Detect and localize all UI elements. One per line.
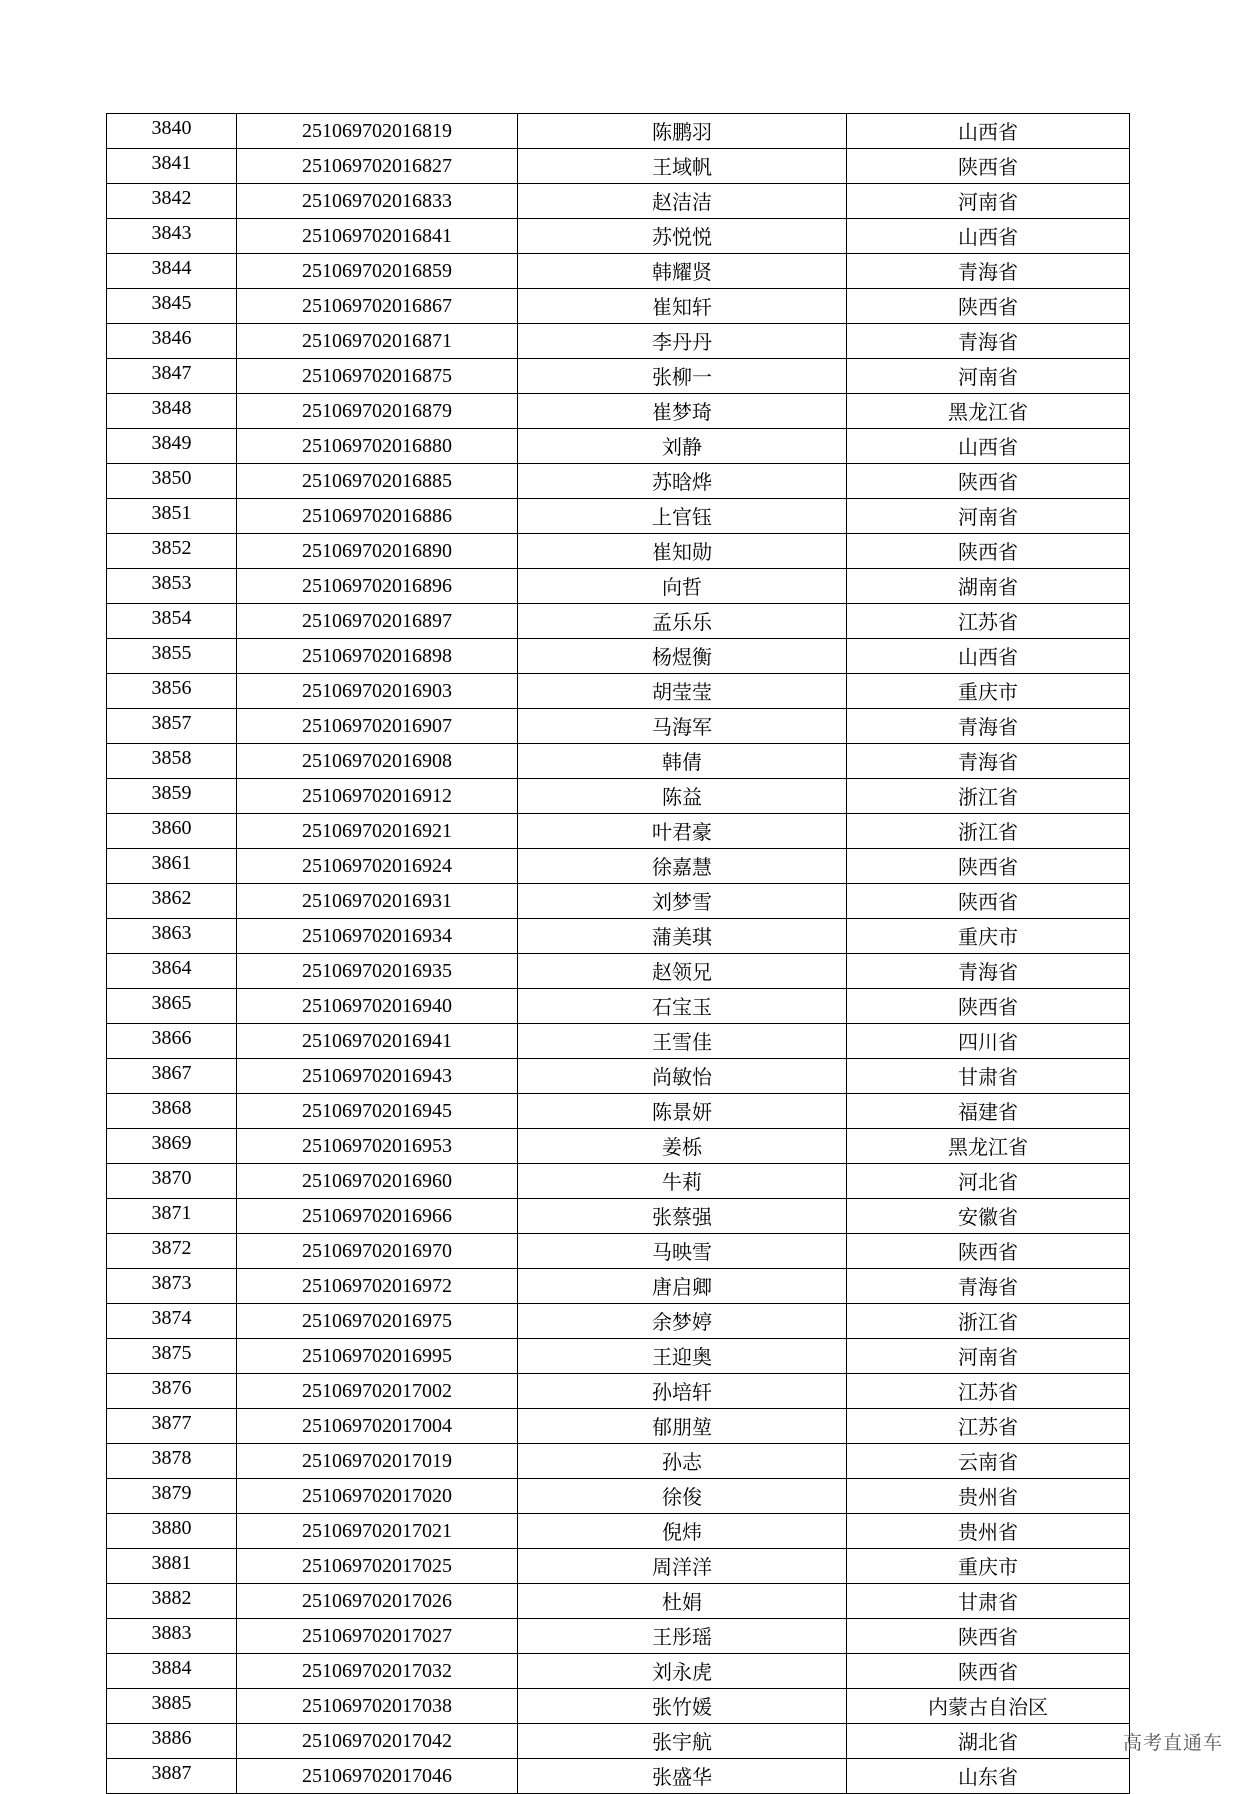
table-body — [107, 114, 1130, 1794]
student-name-cell: 马海军 — [518, 709, 847, 744]
student-name-cell: 孙培轩 — [518, 1374, 847, 1409]
row-number-cell: 3884 — [107, 1654, 237, 1689]
province-cell: 山东省 — [847, 1759, 1130, 1794]
province-cell: 陕西省 — [847, 989, 1130, 1024]
candidate-id-cell: 251069702016885 — [237, 464, 518, 499]
row-number-cell: 3878 — [107, 1444, 237, 1479]
row-number-cell: 3841 — [107, 149, 237, 184]
table-row — [107, 499, 1130, 534]
student-name-cell: 尚敏怡 — [518, 1059, 847, 1094]
student-name-cell: 赵洁洁 — [518, 184, 847, 219]
student-name-cell: 郁朋堃 — [518, 1409, 847, 1444]
row-number-cell: 3883 — [107, 1619, 237, 1654]
province-cell: 四川省 — [847, 1024, 1130, 1059]
row-number-cell: 3874 — [107, 1304, 237, 1339]
province-cell: 湖南省 — [847, 569, 1130, 604]
province-cell: 河北省 — [847, 1164, 1130, 1199]
province-cell: 陕西省 — [847, 464, 1130, 499]
candidate-id-cell: 251069702016871 — [237, 324, 518, 359]
candidate-id-cell: 251069702017019 — [237, 1444, 518, 1479]
row-number-cell: 3867 — [107, 1059, 237, 1094]
table-row — [107, 1059, 1130, 1094]
table-row — [107, 1584, 1130, 1619]
student-name-cell: 陈鹏羽 — [518, 114, 847, 149]
province-cell: 重庆市 — [847, 1549, 1130, 1584]
candidate-id-cell: 251069702017026 — [237, 1584, 518, 1619]
row-number-cell: 3860 — [107, 814, 237, 849]
province-cell: 云南省 — [847, 1444, 1130, 1479]
student-name-cell: 崔知轩 — [518, 289, 847, 324]
candidate-id-cell: 251069702016890 — [237, 534, 518, 569]
table-row — [107, 1129, 1130, 1164]
province-cell: 黑龙江省 — [847, 1129, 1130, 1164]
table-row — [107, 569, 1130, 604]
row-number-cell: 3862 — [107, 884, 237, 919]
province-cell: 福建省 — [847, 1094, 1130, 1129]
row-number-cell: 3843 — [107, 219, 237, 254]
student-name-cell: 陈益 — [518, 779, 847, 814]
table-row — [107, 289, 1130, 324]
table-row — [107, 1199, 1130, 1234]
province-cell: 青海省 — [847, 324, 1130, 359]
candidate-id-cell: 251069702016931 — [237, 884, 518, 919]
table-row — [107, 1549, 1130, 1584]
table-row — [107, 324, 1130, 359]
province-cell: 湖北省 — [847, 1724, 1130, 1759]
table-row — [107, 674, 1130, 709]
row-number-cell: 3881 — [107, 1549, 237, 1584]
province-cell: 陕西省 — [847, 534, 1130, 569]
table-row — [107, 429, 1130, 464]
student-name-cell: 倪炜 — [518, 1514, 847, 1549]
table-row — [107, 639, 1130, 674]
row-number-cell: 3886 — [107, 1724, 237, 1759]
candidate-id-cell: 251069702016975 — [237, 1304, 518, 1339]
candidate-id-cell: 251069702016859 — [237, 254, 518, 289]
candidate-id-cell: 251069702016934 — [237, 919, 518, 954]
row-number-cell: 3868 — [107, 1094, 237, 1129]
student-name-cell: 蒲美琪 — [518, 919, 847, 954]
row-number-cell: 3876 — [107, 1374, 237, 1409]
province-cell: 山西省 — [847, 114, 1130, 149]
table-row — [107, 1234, 1130, 1269]
student-name-cell: 孙志 — [518, 1444, 847, 1479]
student-name-cell: 苏晗烨 — [518, 464, 847, 499]
province-cell: 江苏省 — [847, 604, 1130, 639]
province-cell: 山西省 — [847, 429, 1130, 464]
student-name-cell: 牛莉 — [518, 1164, 847, 1199]
student-name-cell: 余梦婷 — [518, 1304, 847, 1339]
row-number-cell: 3861 — [107, 849, 237, 884]
province-cell: 重庆市 — [847, 919, 1130, 954]
student-name-cell: 叶君豪 — [518, 814, 847, 849]
table-row — [107, 1094, 1130, 1129]
candidate-id-cell: 251069702016995 — [237, 1339, 518, 1374]
province-cell: 安徽省 — [847, 1199, 1130, 1234]
province-cell: 内蒙古自治区 — [847, 1689, 1130, 1724]
student-name-cell: 王彤瑶 — [518, 1619, 847, 1654]
province-cell: 河南省 — [847, 359, 1130, 394]
table-row — [107, 1724, 1130, 1759]
student-name-cell: 崔知勋 — [518, 534, 847, 569]
table-row — [107, 989, 1130, 1024]
province-cell: 陕西省 — [847, 884, 1130, 919]
province-cell: 青海省 — [847, 254, 1130, 289]
student-name-cell: 李丹丹 — [518, 324, 847, 359]
student-name-cell: 向哲 — [518, 569, 847, 604]
row-number-cell: 3847 — [107, 359, 237, 394]
row-number-cell: 3844 — [107, 254, 237, 289]
table-row — [107, 1654, 1130, 1689]
student-name-cell: 崔梦琦 — [518, 394, 847, 429]
table-row — [107, 114, 1130, 149]
row-number-cell: 3848 — [107, 394, 237, 429]
student-name-cell: 苏悦悦 — [518, 219, 847, 254]
candidate-id-cell: 251069702016867 — [237, 289, 518, 324]
student-name-cell: 胡莹莹 — [518, 674, 847, 709]
province-cell: 江苏省 — [847, 1374, 1130, 1409]
row-number-cell: 3840 — [107, 114, 237, 149]
table-row — [107, 184, 1130, 219]
candidate-id-cell: 251069702016912 — [237, 779, 518, 814]
row-number-cell: 3854 — [107, 604, 237, 639]
row-number-cell: 3855 — [107, 639, 237, 674]
province-cell: 陕西省 — [847, 1619, 1130, 1654]
province-cell: 陕西省 — [847, 149, 1130, 184]
row-number-cell: 3866 — [107, 1024, 237, 1059]
student-name-cell: 张盛华 — [518, 1759, 847, 1794]
table-row — [107, 814, 1130, 849]
candidate-id-cell: 251069702017032 — [237, 1654, 518, 1689]
province-cell: 青海省 — [847, 709, 1130, 744]
province-cell: 浙江省 — [847, 814, 1130, 849]
candidate-id-cell: 251069702016970 — [237, 1234, 518, 1269]
candidate-id-cell: 251069702016966 — [237, 1199, 518, 1234]
province-cell: 甘肃省 — [847, 1584, 1130, 1619]
province-cell: 山西省 — [847, 639, 1130, 674]
student-name-cell: 周洋洋 — [518, 1549, 847, 1584]
candidate-id-cell: 251069702017002 — [237, 1374, 518, 1409]
province-cell: 黑龙江省 — [847, 394, 1130, 429]
candidate-id-cell: 251069702017042 — [237, 1724, 518, 1759]
province-cell: 陕西省 — [847, 1234, 1130, 1269]
province-cell: 河南省 — [847, 184, 1130, 219]
province-cell: 青海省 — [847, 954, 1130, 989]
table-row — [107, 219, 1130, 254]
student-name-cell: 陈景妍 — [518, 1094, 847, 1129]
candidate-id-cell: 251069702016819 — [237, 114, 518, 149]
row-number-cell: 3863 — [107, 919, 237, 954]
row-number-cell: 3875 — [107, 1339, 237, 1374]
candidate-id-cell: 251069702016907 — [237, 709, 518, 744]
province-cell: 浙江省 — [847, 1304, 1130, 1339]
student-name-cell: 姜栎 — [518, 1129, 847, 1164]
province-cell: 陕西省 — [847, 1654, 1130, 1689]
table-row — [107, 1304, 1130, 1339]
candidate-id-cell: 251069702016886 — [237, 499, 518, 534]
table-row — [107, 1409, 1130, 1444]
candidate-id-cell: 251069702016875 — [237, 359, 518, 394]
row-number-cell: 3872 — [107, 1234, 237, 1269]
candidate-id-cell: 251069702017038 — [237, 1689, 518, 1724]
row-number-cell: 3845 — [107, 289, 237, 324]
candidate-id-cell: 251069702017021 — [237, 1514, 518, 1549]
student-name-cell: 张柳一 — [518, 359, 847, 394]
candidate-id-cell: 251069702016827 — [237, 149, 518, 184]
student-name-cell: 徐嘉慧 — [518, 849, 847, 884]
candidate-id-cell: 251069702016921 — [237, 814, 518, 849]
table-row — [107, 1164, 1130, 1199]
candidate-id-cell: 251069702017027 — [237, 1619, 518, 1654]
province-cell: 河南省 — [847, 499, 1130, 534]
table-row — [107, 779, 1130, 814]
province-cell: 重庆市 — [847, 674, 1130, 709]
table-row — [107, 1374, 1130, 1409]
province-cell: 甘肃省 — [847, 1059, 1130, 1094]
table-row — [107, 254, 1130, 289]
table-row — [107, 604, 1130, 639]
student-name-cell: 石宝玉 — [518, 989, 847, 1024]
student-name-cell: 杜娟 — [518, 1584, 847, 1619]
row-number-cell: 3882 — [107, 1584, 237, 1619]
candidate-id-cell: 251069702016841 — [237, 219, 518, 254]
student-name-cell: 刘永虎 — [518, 1654, 847, 1689]
student-name-cell: 孟乐乐 — [518, 604, 847, 639]
candidate-id-cell: 251069702016898 — [237, 639, 518, 674]
table-row — [107, 1514, 1130, 1549]
student-name-cell: 徐俊 — [518, 1479, 847, 1514]
table-row — [107, 1339, 1130, 1374]
table-row — [107, 919, 1130, 954]
row-number-cell: 3846 — [107, 324, 237, 359]
table-row — [107, 709, 1130, 744]
table-row — [107, 464, 1130, 499]
student-name-cell: 王迎奥 — [518, 1339, 847, 1374]
row-number-cell: 3850 — [107, 464, 237, 499]
candidate-id-cell: 251069702016879 — [237, 394, 518, 429]
student-name-cell: 刘静 — [518, 429, 847, 464]
table-row — [107, 1759, 1130, 1794]
row-number-cell: 3887 — [107, 1759, 237, 1794]
row-number-cell: 3853 — [107, 569, 237, 604]
candidate-id-cell: 251069702016833 — [237, 184, 518, 219]
student-name-cell: 张竹媛 — [518, 1689, 847, 1724]
row-number-cell: 3873 — [107, 1269, 237, 1304]
student-name-cell: 韩耀贤 — [518, 254, 847, 289]
student-name-cell: 刘梦雪 — [518, 884, 847, 919]
student-name-cell: 杨煜衡 — [518, 639, 847, 674]
candidate-id-cell: 251069702016940 — [237, 989, 518, 1024]
province-cell: 山西省 — [847, 219, 1130, 254]
row-number-cell: 3869 — [107, 1129, 237, 1164]
table-row — [107, 954, 1130, 989]
student-name-cell: 张宇航 — [518, 1724, 847, 1759]
candidate-id-cell: 251069702017004 — [237, 1409, 518, 1444]
row-number-cell: 3880 — [107, 1514, 237, 1549]
student-name-cell: 王域帆 — [518, 149, 847, 184]
candidate-id-cell: 251069702016941 — [237, 1024, 518, 1059]
student-name-cell: 韩倩 — [518, 744, 847, 779]
candidate-id-cell: 251069702016953 — [237, 1129, 518, 1164]
row-number-cell: 3865 — [107, 989, 237, 1024]
province-cell: 浙江省 — [847, 779, 1130, 814]
row-number-cell: 3870 — [107, 1164, 237, 1199]
candidate-id-cell: 251069702016880 — [237, 429, 518, 464]
province-cell: 河南省 — [847, 1339, 1130, 1374]
student-name-cell: 马映雪 — [518, 1234, 847, 1269]
table-row — [107, 1689, 1130, 1724]
watermark-text: 高考直通车 — [1122, 1732, 1223, 1754]
student-name-cell: 赵领兄 — [518, 954, 847, 989]
candidate-id-cell: 251069702016972 — [237, 1269, 518, 1304]
table-row — [107, 884, 1130, 919]
province-cell: 贵州省 — [847, 1514, 1130, 1549]
row-number-cell: 3849 — [107, 429, 237, 464]
province-cell: 青海省 — [847, 1269, 1130, 1304]
candidate-id-cell: 251069702016897 — [237, 604, 518, 639]
candidate-id-cell: 251069702017020 — [237, 1479, 518, 1514]
table-row — [107, 359, 1130, 394]
candidate-id-cell: 251069702016943 — [237, 1059, 518, 1094]
row-number-cell: 3858 — [107, 744, 237, 779]
table-row — [107, 1619, 1130, 1654]
table-row — [107, 394, 1130, 429]
candidate-id-cell: 251069702017025 — [237, 1549, 518, 1584]
row-number-cell: 3842 — [107, 184, 237, 219]
student-name-cell: 张蔡强 — [518, 1199, 847, 1234]
candidate-id-cell: 251069702016935 — [237, 954, 518, 989]
province-cell: 青海省 — [847, 744, 1130, 779]
admission-list-table — [106, 113, 1130, 1794]
student-name-cell: 唐启卿 — [518, 1269, 847, 1304]
student-name-cell: 上官钰 — [518, 499, 847, 534]
row-number-cell: 3877 — [107, 1409, 237, 1444]
table-row — [107, 1479, 1130, 1514]
candidate-id-cell: 251069702016896 — [237, 569, 518, 604]
province-cell: 江苏省 — [847, 1409, 1130, 1444]
candidate-id-cell: 251069702016960 — [237, 1164, 518, 1199]
row-number-cell: 3857 — [107, 709, 237, 744]
candidate-id-cell: 251069702016908 — [237, 744, 518, 779]
province-cell: 贵州省 — [847, 1479, 1130, 1514]
table-row — [107, 849, 1130, 884]
table-row — [107, 534, 1130, 569]
table-row — [107, 1269, 1130, 1304]
row-number-cell: 3871 — [107, 1199, 237, 1234]
row-number-cell: 3859 — [107, 779, 237, 814]
candidate-id-cell: 251069702016924 — [237, 849, 518, 884]
row-number-cell: 3852 — [107, 534, 237, 569]
row-number-cell: 3856 — [107, 674, 237, 709]
table-row — [107, 1024, 1130, 1059]
candidate-id-cell: 251069702016945 — [237, 1094, 518, 1129]
candidate-id-cell: 251069702017046 — [237, 1759, 518, 1794]
table-row — [107, 1444, 1130, 1479]
table-row — [107, 744, 1130, 779]
table-row — [107, 149, 1130, 184]
candidate-id-cell: 251069702016903 — [237, 674, 518, 709]
province-cell: 陕西省 — [847, 849, 1130, 884]
row-number-cell: 3864 — [107, 954, 237, 989]
province-cell: 陕西省 — [847, 289, 1130, 324]
row-number-cell: 3885 — [107, 1689, 237, 1724]
row-number-cell: 3851 — [107, 499, 237, 534]
student-name-cell: 王雪佳 — [518, 1024, 847, 1059]
row-number-cell: 3879 — [107, 1479, 237, 1514]
